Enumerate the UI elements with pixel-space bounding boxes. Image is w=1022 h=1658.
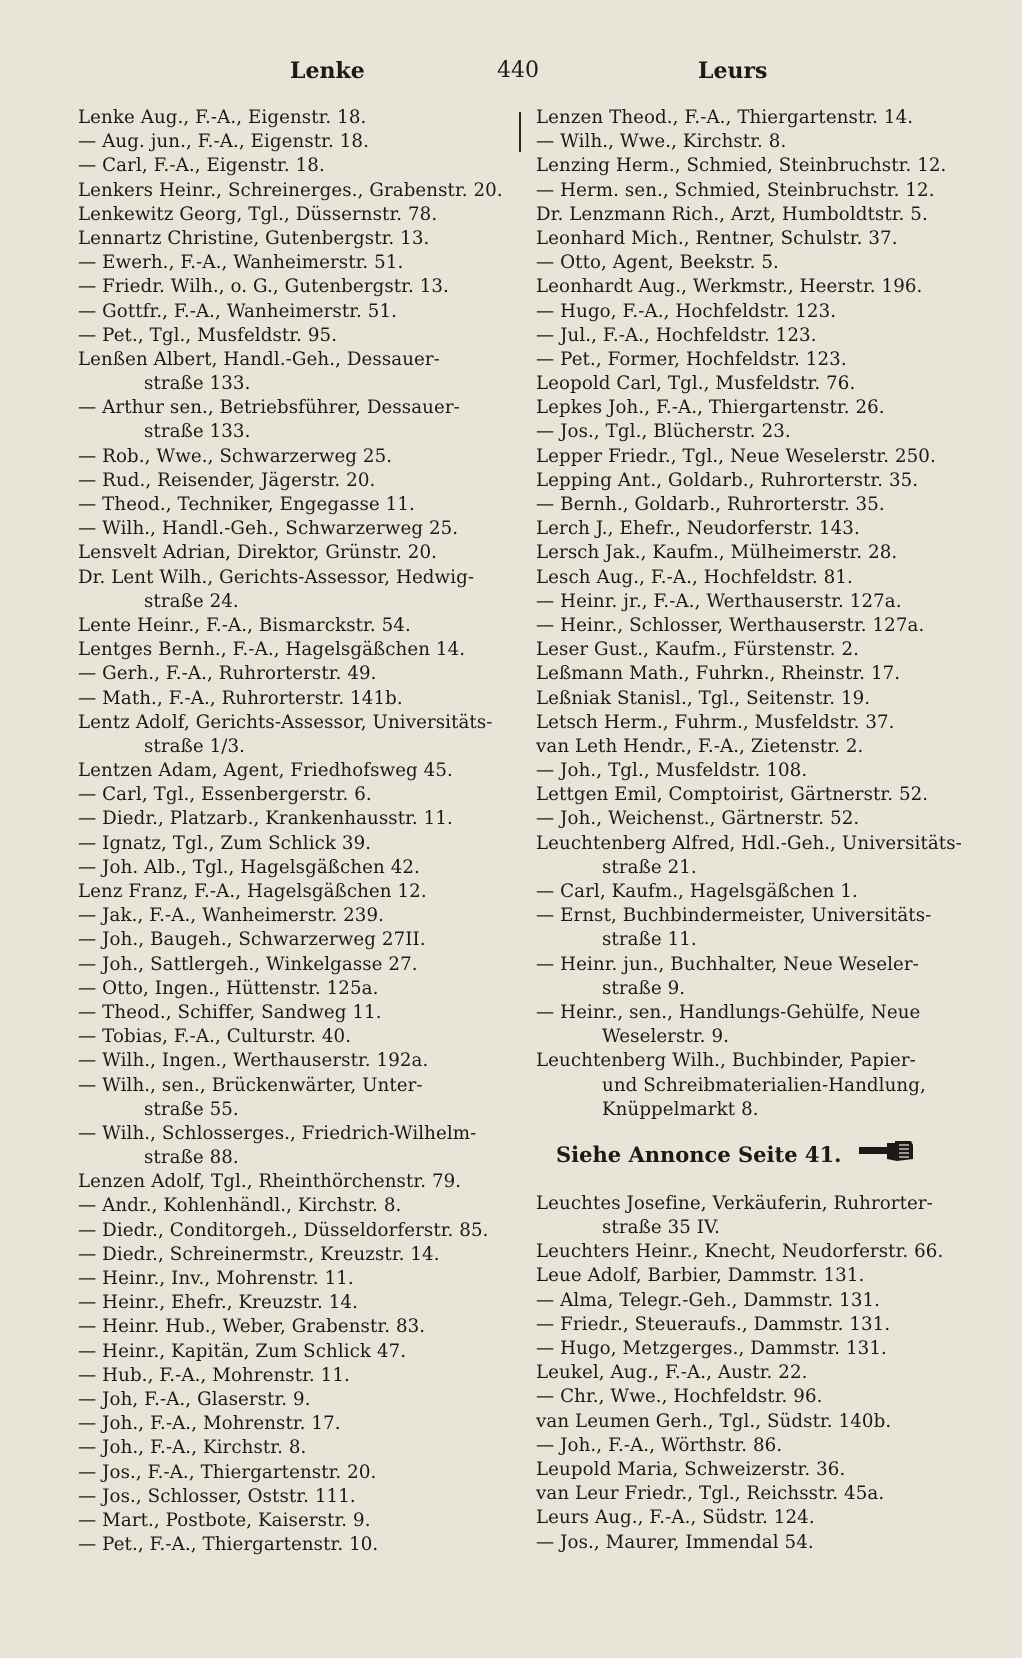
directory-entry-line: — Joh., Baugeh., Schwarzerweg 27II. bbox=[78, 929, 426, 951]
pointing-hand-icon bbox=[857, 1139, 915, 1173]
directory-entry-line: Leßniak Stanisl., Tgl., Seitenstr. 19. bbox=[536, 687, 871, 709]
directory-entry-line: Leuchtes Josefine, Verkäuferin, Ruhrorter- bbox=[536, 1192, 933, 1214]
directory-entry-line: Lenz Franz, F.-A., Hagelsgäßchen 12. bbox=[78, 881, 427, 902]
directory-entry-line: — Ignatz, Tgl., Zum Schlick 39. bbox=[78, 832, 372, 854]
directory-entry-line: — Herm. sen., Schmied, Steinbruchstr. 12. bbox=[536, 179, 935, 201]
directory-entry-line: Leonhard Mich., Rentner, Schulstr. 37. bbox=[536, 227, 898, 249]
directory-entry-line: — Heinr., Schlosser, Werthauserstr. 127a. bbox=[536, 614, 925, 636]
directory-entry-line: Lenkewitz Georg, Tgl., Düssernstr. 78. bbox=[78, 203, 438, 225]
directory-entry-line: straße 35 IV. bbox=[602, 1217, 721, 1239]
directory-entry-line: — Joh, F.-A., Glaserstr. 9. bbox=[78, 1388, 311, 1410]
notice-text: Siehe Annonce Seite 41. bbox=[556, 1141, 842, 1167]
directory-entry-line: Lentges Bernh., F.-A., Hagelsgäßchen 14. bbox=[78, 639, 466, 661]
directory-entry-line: Lenzing Herm., Schmied, Steinbruchstr. 12. bbox=[536, 155, 947, 177]
directory-entry-line: straße 133. bbox=[144, 373, 251, 395]
directory-entry-line: Dr. Lenzmann Rich., Arzt, Humboldtstr. 5. bbox=[536, 203, 928, 225]
directory-entry-line: Leupold Maria, Schweizerstr. 36. bbox=[536, 1458, 846, 1480]
directory-entry-line: — Chr., Wwe., Hochfeldstr. 96. bbox=[536, 1386, 823, 1408]
right-column-upper bbox=[536, 106, 968, 1122]
directory-entry-line: Lersch Jak., Kaufm., Mülheimerstr. 28. bbox=[536, 542, 898, 564]
directory-entry-line: — Heinr., Kapitän, Zum Schlick 47. bbox=[78, 1340, 407, 1362]
directory-entry-line: Lenßen Albert, Handl.-Geh., Dessauer- bbox=[78, 348, 440, 370]
directory-entry-line: Leurs Aug., F.-A., Südstr. 124. bbox=[536, 1507, 815, 1529]
directory-entry-line: — Ernst, Buchbindermeister, Universitäts- bbox=[536, 905, 932, 927]
directory-entry-line: — Diedr., Schreinermstr., Kreuzstr. 14. bbox=[78, 1243, 440, 1265]
directory-entry-line: Lesch Aug., F.-A., Hochfeldstr. 81. bbox=[536, 566, 853, 588]
directory-entry-line: — Joh., Tgl., Musfeldstr. 108. bbox=[536, 760, 808, 782]
directory-entry-line: — Heinr. jun., Buchhalter, Neue Weseler- bbox=[536, 953, 919, 975]
advertisement-notice bbox=[536, 1138, 968, 1172]
directory-entry-line: — Friedr. Wilh., o. G., Gutenbergstr. 13. bbox=[78, 276, 449, 298]
directory-entry-line: — Joh., F.-A., Wörthstr. 86. bbox=[536, 1434, 783, 1456]
directory-entry-line: straße 133. bbox=[144, 421, 251, 443]
directory-entry-line: — Joh., F.-A., Kirchstr. 8. bbox=[78, 1437, 307, 1459]
header-left-keyword: Lenke bbox=[290, 58, 365, 84]
directory-entry-line: — Joh., Weichenst., Gärtnerstr. 52. bbox=[536, 808, 860, 830]
directory-entry-line: — Friedr., Steueraufs., Dammstr. 131. bbox=[536, 1313, 891, 1335]
directory-entry-line: — Ewerh., F.-A., Wanheimerstr. 51. bbox=[78, 252, 404, 274]
directory-entry-line: Lepkes Joh., F.-A., Thiergartenstr. 26. bbox=[536, 397, 885, 419]
directory-entry-line: van Leth Hendr., F.-A., Zietenstr. 2. bbox=[536, 735, 864, 757]
directory-entry-line: — Pet., F.-A., Thiergartenstr. 10. bbox=[78, 1534, 379, 1556]
directory-entry-line: — Andr., Kohlenhändl., Kirchstr. 8. bbox=[78, 1195, 402, 1217]
directory-entry-line: — Tobias, F.-A., Culturstr. 40. bbox=[78, 1026, 352, 1048]
directory-entry-line: — Jos., Schlosser, Oststr. 111. bbox=[78, 1485, 356, 1507]
directory-entry-line: Lenkers Heinr., Schreinerges., Grabenstr. 20. bbox=[78, 179, 503, 201]
directory-entry-line: Lentzen Adam, Agent, Friedhofsweg 45. bbox=[78, 760, 453, 782]
directory-entry-line: Leukel, Aug., F.-A., Austr. 22. bbox=[536, 1362, 808, 1384]
directory-entry-line: Leuchtenberg Alfred, Hdl.-Geh., Universitäts- bbox=[536, 832, 962, 854]
directory-entry-line: — Wilh., Schlosserges., Friedrich-Wilhelm- bbox=[78, 1122, 477, 1144]
directory-entry-line: straße 11. bbox=[602, 929, 697, 951]
directory-entry-line: — Diedr., Platzarb., Krankenhausstr. 11. bbox=[78, 808, 453, 830]
directory-entry-line: — Wilh., Wwe., Kirchstr. 8. bbox=[536, 131, 787, 153]
directory-entry-line: van Leur Friedr., Tgl., Reichsstr. 45a. bbox=[536, 1483, 885, 1505]
directory-entry-line: — Wilh., sen., Brückenwärter, Unter- bbox=[78, 1074, 423, 1096]
header-right-keyword: Leurs bbox=[698, 58, 768, 84]
directory-entry-line: — Heinr. Hub., Weber, Grabenstr. 83. bbox=[78, 1316, 426, 1338]
directory-entry-line: straße 55. bbox=[144, 1098, 239, 1120]
directory-entry-line: — Heinr. jr., F.-A., Werthauserstr. 127a. bbox=[536, 590, 902, 612]
directory-entry-line: — Arthur sen., Betriebsführer, Dessauer- bbox=[78, 397, 460, 419]
directory-entry-line: straße 88. bbox=[144, 1147, 239, 1169]
directory-entry-line: straße 21. bbox=[602, 856, 697, 878]
directory-entry-line: Lerch J., Ehefr., Neudorferstr. 143. bbox=[536, 518, 860, 540]
directory-entry-line: Lepper Friedr., Tgl., Neue Weselerstr. 250. bbox=[536, 445, 936, 467]
directory-entry-line: Leue Adolf, Barbier, Dammstr. 131. bbox=[536, 1265, 865, 1287]
directory-entry-line: straße 24. bbox=[144, 590, 239, 612]
directory-entry-line: — Gerh., F.-A., Ruhrorterstr. 49. bbox=[78, 663, 377, 685]
right-column bbox=[536, 106, 968, 1555]
page-header bbox=[0, 58, 1022, 92]
left-column bbox=[78, 106, 518, 1557]
directory-entry-line: — Hugo, F.-A., Hochfeldstr. 123. bbox=[536, 300, 837, 322]
directory-entry-line: Lennartz Christine, Gutenbergstr. 13. bbox=[78, 227, 430, 249]
directory-entry-line: — Jul., F.-A., Hochfeldstr. 123. bbox=[536, 324, 817, 346]
directory-entry-line: Leßmann Math., Fuhrkn., Rheinstr. 17. bbox=[536, 663, 901, 685]
directory-entry-line: Leuchters Heinr., Knecht, Neudorferstr. 66. bbox=[536, 1241, 944, 1263]
directory-entry-line: — Joh., F.-A., Mohrenstr. 17. bbox=[78, 1413, 341, 1435]
directory-entry-line: — Pet., Tgl., Musfeldstr. 95. bbox=[78, 324, 338, 346]
directory-entry-line: Letsch Herm., Fuhrm., Musfeldstr. 37. bbox=[536, 711, 895, 733]
directory-entry-line: Knüppelmarkt 8. bbox=[602, 1098, 759, 1120]
directory-entry-line: — Diedr., Conditorgeh., Düsseldorferstr. 85. bbox=[78, 1219, 489, 1241]
directory-entry-line: Lettgen Emil, Comptoirist, Gärtnerstr. 52. bbox=[536, 784, 929, 806]
directory-entry-line: — Math., F.-A., Ruhrorterstr. 141b. bbox=[78, 687, 403, 709]
directory-entry-line: Lepping Ant., Goldarb., Ruhrorterstr. 35. bbox=[536, 469, 919, 491]
directory-entry-line: — Mart., Postbote, Kaiserstr. 9. bbox=[78, 1509, 371, 1531]
directory-entry-line: Leonhardt Aug., Werkmstr., Heerstr. 196. bbox=[536, 276, 923, 298]
directory-entry-line: straße 9. bbox=[602, 977, 686, 999]
directory-entry-line: — Wilh., Handl.-Geh., Schwarzerweg 25. bbox=[78, 518, 459, 540]
directory-entry-line: Lenzen Theod., F.-A., Thiergartenstr. 14. bbox=[536, 107, 914, 128]
directory-entry-line: — Theod., Schiffer, Sandweg 11. bbox=[78, 1001, 382, 1023]
directory-entry-line: — Joh. Alb., Tgl., Hagelsgäßchen 42. bbox=[78, 856, 420, 878]
directory-entry-line: — Theod., Techniker, Engegasse 11. bbox=[78, 494, 415, 515]
directory-entry-line: — Gottfr., F.-A., Wanheimerstr. 51. bbox=[78, 300, 398, 322]
directory-entry-line: — Jak., F.-A., Wanheimerstr. 239. bbox=[78, 905, 385, 927]
directory-entry-line: — Wilh., Ingen., Werthauserstr. 192a. bbox=[78, 1050, 429, 1072]
directory-entry-line: — Alma, Telegr.-Geh., Dammstr. 131. bbox=[536, 1289, 881, 1311]
right-column-lower bbox=[536, 1192, 968, 1555]
directory-entry-line: — Carl, Tgl., Essenbergerstr. 6. bbox=[78, 784, 372, 806]
directory-entry-line: — Joh., Sattlergeh., Winkelgasse 27. bbox=[78, 953, 418, 975]
directory-entry-line: Leser Gust., Kaufm., Fürstenstr. 2. bbox=[536, 639, 860, 661]
directory-entry-line: — Heinr., sen., Handlungs-Gehülfe, Neue bbox=[536, 1001, 921, 1023]
directory-entry-line: Weselerstr. 9. bbox=[602, 1026, 729, 1048]
directory-entry-line: — Hub., F.-A., Mohrenstr. 11. bbox=[78, 1364, 350, 1386]
directory-entry-line: — Heinr., Inv., Mohrenstr. 11. bbox=[78, 1268, 354, 1289]
directory-entry-line: — Jos., Tgl., Blücherstr. 23. bbox=[536, 421, 791, 443]
column-divider bbox=[519, 112, 521, 152]
directory-entry-line: — Jos., Maurer, Immendal 54. bbox=[536, 1531, 814, 1553]
directory-entry-line: Lensvelt Adrian, Direktor, Grünstr. 20. bbox=[78, 542, 438, 564]
directory-entry-line: Lente Heinr., F.-A., Bismarckstr. 54. bbox=[78, 614, 411, 636]
directory-entry-line: Lenzen Adolf, Tgl., Rheinthörchenstr. 79. bbox=[78, 1171, 462, 1193]
directory-entry-line: Leopold Carl, Tgl., Musfeldstr. 76. bbox=[536, 373, 856, 395]
directory-entry-line: Lenke Aug., F.-A., Eigenstr. 18. bbox=[78, 107, 367, 128]
directory-entry-line: — Jos., F.-A., Thiergartenstr. 20. bbox=[78, 1461, 377, 1483]
directory-entry-line: Lentz Adolf, Gerichts-Assessor, Universitäts- bbox=[78, 711, 493, 733]
directory-entry-line: — Aug. jun., F.-A., Eigenstr. 18. bbox=[78, 131, 369, 153]
directory-entry-line: straße 1/3. bbox=[144, 735, 246, 757]
directory-entry-line: — Pet., Former, Hochfeldstr. 123. bbox=[536, 348, 847, 370]
directory-entry-line: Leuchtenberg Wilh., Buchbinder, Papier- bbox=[536, 1050, 916, 1072]
directory-entry-line: — Rob., Wwe., Schwarzerweg 25. bbox=[78, 445, 393, 467]
directory-entry-line: — Rud., Reisender, Jägerstr. 20. bbox=[78, 469, 376, 491]
page-number: 440 bbox=[497, 58, 539, 83]
directory-entry-line: — Hugo, Metzgerges., Dammstr. 131. bbox=[536, 1338, 887, 1359]
directory-entry-line: — Otto, Ingen., Hüttenstr. 125a. bbox=[78, 977, 379, 999]
directory-entry-line: Dr. Lent Wilh., Gerichts-Assessor, Hedwig- bbox=[78, 566, 475, 588]
directory-entry-line: van Leumen Gerh., Tgl., Südstr. 140b. bbox=[536, 1410, 892, 1432]
directory-entry-line: — Bernh., Goldarb., Ruhrorterstr. 35. bbox=[536, 494, 885, 515]
directory-entry-line: — Otto, Agent, Beekstr. 5. bbox=[536, 252, 779, 274]
directory-entry-line: — Heinr., Ehefr., Kreuzstr. 14. bbox=[78, 1292, 358, 1314]
directory-entry-line: — Carl, Kaufm., Hagelsgäßchen 1. bbox=[536, 881, 858, 902]
directory-entry-line: und Schreibmaterialien-Handlung, bbox=[602, 1074, 926, 1096]
directory-entry-line: — Carl, F.-A., Eigenstr. 18. bbox=[78, 155, 325, 177]
